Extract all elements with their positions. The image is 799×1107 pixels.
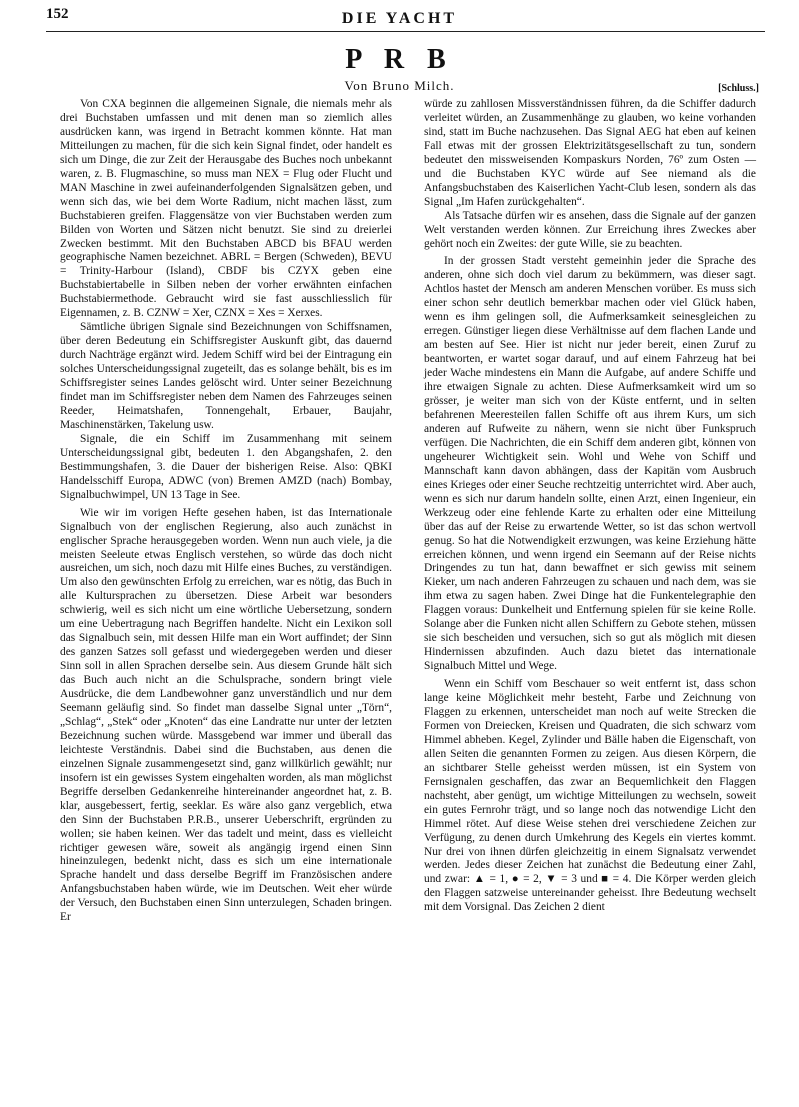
left-column: [60, 98, 392, 925]
paragraph: Wenn ein Schiff vom Beschauer so weit entfernt ist, dass schon lange keine Möglichkeit mehr besteht, Farbe und Zeichnung von Flaggen zu erkennen, unterscheidet man noch auf weite Strecken die Formen von Dreiecken, Kreisen und Quadraten, die sich schwarz vom Himmel abheben. Kegel, Zylinder und Bälle haben die Eigenschaft, von allen Seiten die genannten Formen zu zeigen. Aus diesen Körpern, die an sichtbarer Stelle geheisst werden müssen, ist ein System von Fernsignalen geschaffen, das zwar an Bequemlichkeit den Flaggen nachsteht, aber genügt, um wichtige Mitteilungen zu wechseln, soweit ein gutes Fernrohr trägt, und so lange noch das notwendige Licht den Himmel rötet. Auf diese Weise stehen drei verschiedene Zeichen zur Verfügung, zu denen durch Umkehrung des Kegels ein viertes kommt. Nur drei von ihnen dürfen gleichzeitig in einem Signalsatz verwendet werden. Jedes dieser Zeichen hat zunächst die Bedeutung einer Zahl, und zwar: ▲ = 1, ● = 2, ▼ = 3 und ■ = 4. Die Körper werden gleich den Flaggen satzweise untereinander geheisst. Ihre Bedeutung wechselt mit dem Vorsignal. Das Zeichen 2 dient: [424, 678, 756, 914]
header-rule: [46, 31, 765, 32]
paragraph: Wie wir im vorigen Hefte gesehen haben, ist das Internationale Signalbuch von der englischen Regierung, also auch zunächst in englischer Sprache herausgegeben worden. Wenn nun auch viele, ja die meisten Seeleute etwas Englisch verstehen, so würde das doch nicht ausreichen, um sich, noch dazu mit Hilfe eines Buches, zu verständigen. Um also den gewünschten Erfolg zu erreichen, war es nötig, das Buch in alle Kultursprachen zu übersetzen. Diese Arbeit war besonders schwierig, weil es sich nicht um eine wörtliche Uebersetzung, sondern um eine Uebertragung nach Begriffen handelte. Nicht ein Lexikon soll das Signalbuch sein, mit dessen Hilfe man ein Wort auffindet; der Sinn des ganzen Satzes soll gefasst und wiedergegeben werden und dieser Sinn soll in allen Sprachen derselbe sein. Aus diesem Grunde hält sich das Buch auch nicht an die Schulsprache, sondern bringt viele Ausdrücke, die dem Landbewohner ganz unverständlich und nur dem Seemann geläufig sind. So findet man dasselbe Signal unter „Törn“, „Schlag“, „Stek“ oder „Knoten“ das eine Landratte nur unter der letzten Bezeichnung suchen würde. Massgebend war immer und überall das leichteste Verständnis. Dabei sind die Buchstaben, aus denen die einzelnen Signale zusammengesetzt sind, ganz willkürlich gewählt; nur insofern ist ein gewisses System eingehalten worden, als man möglichst Begriffe derselben Gedankenreihe hintereinander angeordnet hat, z. B. klar, ausgebessert, fertig, seeklar. Es wäre also ganz vergeblich, etwa den Sinn der Buchstaben P.R.B., unserer Ueberschrift, ergründen zu wollen; sie haben keinen. Wer das tadelt und meint, dass es vielleicht richtiger gewesen wäre, soweit als angängig irgend einen Sinn hineinzulegen, bedenkt nicht, dass es sich um eine internationale Sprache handelt und dass derselbe Begriff im Französischen andere Anfangsbuchstaben haben würde, wie im Deutschen. Weit eher würde der Versuch, den Buchstaben einen Sinn unterzulegen, Schaden bringen. Er: [60, 506, 392, 924]
paragraph: Als Tatsache dürfen wir es ansehen, dass die Signale auf der ganzen Welt verstanden werden können. Zur Erreichung ihres Zweckes aber gehört noch ein Zweites: der gute Wille, sie zu beachten.: [424, 209, 756, 250]
article-title: P R B: [345, 44, 454, 75]
paragraph: Signale, die ein Schiff im Zusammenhang mit seinem Unterscheidungssignal gibt, bedeuten 1. den Abgangshafen, 2. den Bestimmungshafen, 3. die Dauer der bisherigen Reise. Also: QBKI Handelsschiff Europa, ADWC (von) Bremen AMZD (nach) Bombay, Signalbuchwimpel, UN 13 Tage in See.: [60, 432, 392, 501]
page-number: 152: [46, 6, 69, 22]
paragraph: Von CXA beginnen die allgemeinen Signale, die niemals mehr als drei Buchstaben umfassen und mit denen man so ziemlich alles ausdrücken kann, was irgend in Betracht kommen könnte. Hat man Mitteilungen zu machen, für die sich kein Signal findet, oder handelt es sich um Dinge, die zur Zeit der Herausgabe des Buches noch unbekannt waren, z. B. Flugmaschine, so muss man NEX = Flug oder Flucht und MAN Maschine in zwei aufeinanderfolgenden Signalsätzen geben, und wenn sich das, wie bei dem Worte Radium, nicht machen lässt, zum Buchstabieren greifen. Flaggensätze von vier Buchstaben werden zum Bilden von Worten und Sätzen nicht benutzt. Sie sind zu dreierlei Zwecken bestimmt. Mit den Buchstaben ABCD bis BFAU werden geographische Namen bezeichnet. ABRL = Bergen (Schweden), BEVU = Trinity-Harbour (Island), CBDF bis CZYX geben eine Buchstabiertabelle in Silben neben der vorher erwähnten einfachen Buchstabiermethode. Gebraucht wird sie fast ausschliesslich für Eigennamen, z. B. CZNW = Xer, CZNX = Xes = Xerxes.: [60, 98, 392, 320]
paragraph: Sämtliche übrigen Signale sind Bezeichnungen von Schiffsnamen, über deren Bedeutung ein Schiffsregister Auskunft gibt, das dauernd durch Nachträge ergänzt wird. Jedem Schiff wird bei der Eintragung ein solches Unterscheidungssignal zugeteilt, das es solange behält, bis es im Schiffsregister seines Landes gelöscht wird. Unter seiner Bezeichnung findet man im Schiffsregister neben dem Namen des Fahrzeuges seinen Reeder, Heimatshafen, Tonnengehalt, Erbauer, Baujahr, Maschinenstärken, Takelung usw.: [60, 321, 392, 431]
right-column: [424, 98, 756, 915]
continuation-note: [Schluss.]: [718, 83, 759, 94]
article-byline: Von Bruno Milch.: [344, 78, 455, 93]
paragraph: In der grossen Stadt versteht gemeinhin jeder die Sprache des anderen, ohne sich doch viel darum zu bekümmern, was dieser sagt. Achtlos hastet der Mensch am anderen Menschen vorüber. Es muss sich einer schon sehr deutlich bemerkbar machen oder viel Glück haben, wenn es ihm gelingen soll, die Aufmerksamkeit seinesgleichen zu erregen. Günstiger liegen diese Verhältnisse auf dem flachen Lande und am besten auf See. Hier ist nicht nur jeder bereit, einen Zuruf zu beantworten, er wartet sogar darauf, und auf einem Fahrzeug hat bei jeder Wache mindestens ein Mann die Aufgabe, auf andere Schiffe und ihre etwaigen Signale zu achten. Diese Aufmerksamkeit wird um so grösser, je weiter man sich von der Küste entfernt, und in selten befahrenen Meeresteilen fallen Schiffe oft aus ihrem Kurs, um sich anderen auf Rufweite zu nähern, wenn sie nicht über Funkspruch verfügen. Die Nachrichten, die ein Schiff dem anderen gibt, können von ungeheurer Wichtigkeit sein. Wohl und Wehe von Schiff und Mannschaft kann davon abhängen, dass der Kapitän vom Ausbruch eines Krieges oder einer Seuche rechtzeitig unterrichtet wird. Aber auch, wenn es sich nur darum handeln sollte, einen Arzt, einen Ingenieur, ein Werkzeug oder eine fehlende Karte zu erhalten oder eine Mitteilung über das auf der Reise zu erwartende Wetter, so ist das schon wertvoll genug. So hat die Notwendigkeit erzwungen, was keine Erziehung hätte erreichen können, und wenn irgend ein Seemann auf der Reise nichts Dringendes zu tun hat, dann bewaffnet er sich gewiss mit seinem Kieker, um nach anderen Fahrzeugen zu schauen und nach dem, was sie ihm etwa zu sagen haben. Zwei Dinge hat die Funkentelegraphie den Flaggen voraus: Dunkelheit und Entfernung spielen für sie keine Rolle. Solange aber die Funken nicht allen Schiffern zu Gebote stehen, müssen sie sich bescheiden und versuchen, sich so gut als möglich mit diesen Hindernissen abzufinden. Auch dazu bietet das internationale Signalbuch Mittel und Wege.: [424, 255, 756, 673]
paragraph: würde zu zahllosen Missverständnissen führen, da die Schiffer dadurch verleitet würden, an Zusammenhänge zu glauben, wo keine vorhanden sind, statt im Buche nachzusehen. Das Signal AEG hat eben auf keinen Fall etwas mit der grossen Elektrizitätsgesellschaft zu tun, sondern bedeutet den missweisenden Kompaskurs Norden, 76º zum Osten — und die Buchstaben KYC würde auf See niemand als die Anfangsbuchstaben des Kaiserlichen Yacht-Club lesen, sondern als das Signal „Im Hafen zurückgehalten“.: [424, 98, 756, 208]
journal-running-head: DIE YACHT: [341, 10, 458, 27]
